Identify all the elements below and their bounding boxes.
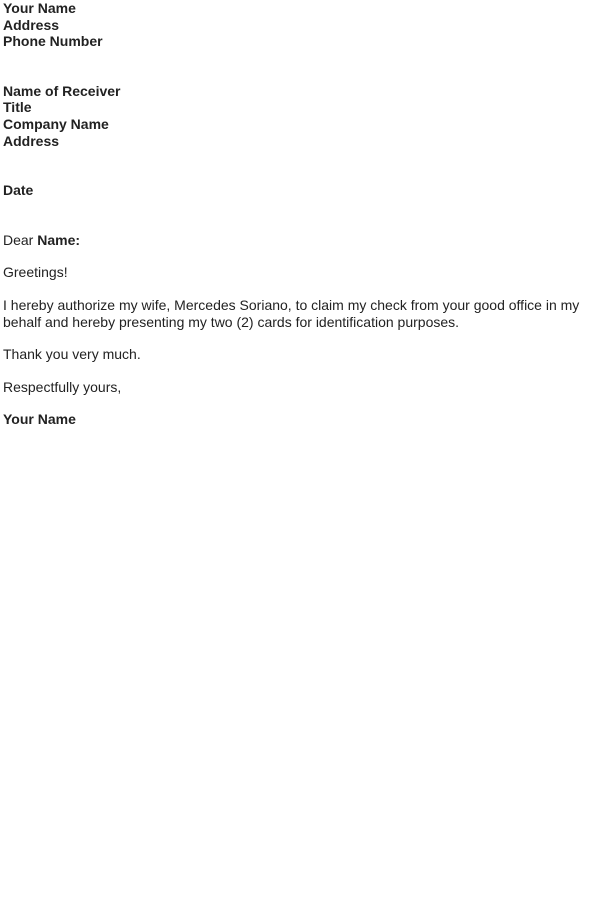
salutation — [3, 232, 612, 249]
signature-name: Your Name — [3, 411, 76, 428]
letter-date: Date — [3, 182, 34, 199]
receiver-title: Title — [3, 99, 32, 116]
salutation-name: Name: — [37, 231, 81, 248]
receiver-company: Company Name — [3, 115, 109, 132]
sender-block — [3, 0, 612, 50]
date-block — [3, 182, 612, 199]
receiver-address: Address — [3, 132, 60, 149]
receiver-block — [3, 83, 612, 149]
salutation-prefix: Dear — [3, 231, 38, 248]
body-paragraph: I hereby authorize my wife, Mercedes Soriano, to claim my check from your good office in my behalf and hereby presenting my two (2) cards for identification purposes. — [3, 296, 580, 330]
thanks-paragraph: Thank you very much. — [3, 346, 141, 363]
greeting-paragraph: Greetings! — [3, 264, 68, 281]
sender-name: Your Name — [3, 0, 76, 16]
sender-phone: Phone Number — [3, 33, 103, 50]
closing-line: Respectfully yours, — [3, 378, 122, 395]
receiver-name: Name of Receiver — [3, 82, 121, 99]
sender-address: Address — [3, 16, 60, 33]
